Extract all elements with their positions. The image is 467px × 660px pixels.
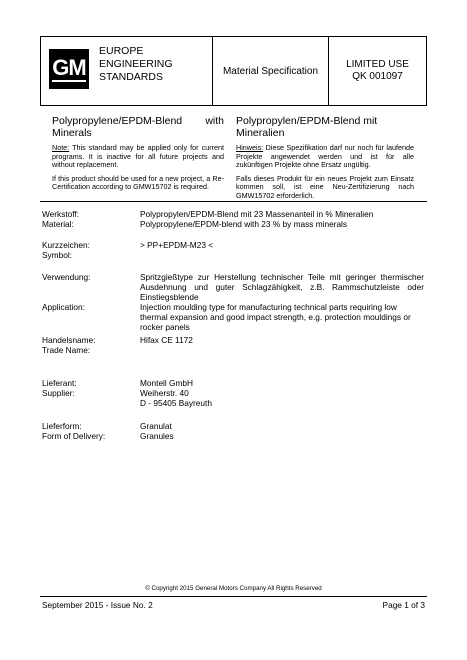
- werkstoff-value: Polypropylen/EPDM-Blend mit 23 Massenanteil in % Mineralien: [140, 209, 374, 219]
- intro-english: [52, 115, 224, 192]
- verwendung-label: Verwendung:: [42, 272, 91, 282]
- application-value: Injection moulding type for manufacturing technical parts requiring low thermal expansion and good impact strength, e.g. protection mouldings or rocker panels: [140, 302, 411, 332]
- page-number: Page 1 of 3: [382, 600, 425, 610]
- supplier-street: Weiherstr. 40: [140, 388, 189, 398]
- title-german: Polypropylen/EPDM-Blend mit Mineralien: [236, 115, 378, 139]
- lieferant-label: Lieferant:: [42, 378, 77, 388]
- document-header: [40, 36, 427, 106]
- recert-german: Falls dieses Produkt für ein neues Projekt zum Einsatz kommen soll, ist eine Neu-Zertifizierung nach GMW15702 erforderlich.: [236, 173, 414, 200]
- limited-use-label: LIMITED USE: [346, 59, 409, 70]
- spec-title: Material Specification: [213, 37, 329, 105]
- kurzzeichen-label: Kurzzeichen:: [42, 240, 90, 250]
- brand-line-3: STANDARDS: [99, 71, 163, 83]
- handelsname-value: Hifax CE 1172: [140, 335, 193, 345]
- note-english: [52, 144, 224, 170]
- copyright-notice: © Copyright 2015 General Motors Company All Rights Reserved: [145, 585, 322, 592]
- section-divider: [40, 201, 427, 202]
- kurzzeichen-value: > PP+EPDM-M23 <: [140, 240, 214, 250]
- recert-english: If this product should be used for a new project, a Re-Certification according to GMW15702 is required.: [52, 173, 224, 192]
- footer-divider: [40, 596, 427, 597]
- supplier-name: Montell GmbH: [140, 378, 194, 388]
- title-english: Polypropylene/EPDM-Blend with Minerals: [52, 115, 224, 139]
- delivery-label: Form of Delivery:: [42, 431, 106, 441]
- note-label-english: Note:: [52, 143, 70, 152]
- limited-use-cell: [329, 37, 426, 105]
- werkstoff-label: Werkstoff:: [42, 209, 80, 219]
- material-label: Material:: [42, 219, 74, 229]
- verwendung-value: Spritzgießtype zur Herstellung technischer Teile mit geringer thermischer Ausdehnung und guter Schlagzähigkeit, z.B. Rammschutzleiste oder Einstiegsblende: [140, 272, 424, 302]
- delivery-value: Granules: [140, 431, 174, 441]
- note-text-english: This standard may be applied only for current programs. It is inactive for all future projects and without replacement.: [52, 143, 224, 170]
- brand-line-1: EUROPE: [99, 45, 144, 57]
- lieferform-label: Lieferform:: [42, 421, 82, 431]
- brand-name: [99, 45, 211, 84]
- issue-info: September 2015 - Issue No. 2: [42, 600, 153, 610]
- supplier-city: D - 95405 Bayreuth: [140, 398, 212, 408]
- gm-logo: GM: [49, 49, 89, 89]
- symbol-label: Symbol:: [42, 250, 72, 260]
- material-value: Polypropylene/EPDM-blend with 23 % by mass minerals: [140, 219, 348, 229]
- supplier-label: Supplier:: [42, 388, 75, 398]
- handelsname-label: Handelsname:: [42, 335, 96, 345]
- brand-line-2: ENGINEERING: [99, 58, 173, 70]
- note-label-german: Hinweis:: [236, 143, 264, 152]
- tradename-label: Trade Name:: [42, 345, 91, 355]
- logo-cell: [41, 37, 213, 105]
- intro-german: [236, 115, 414, 201]
- document-number: QK 001097: [352, 71, 403, 82]
- lieferform-value: Granulat: [140, 421, 172, 431]
- note-text-german: Diese Spezifikation darf nur noch für laufende Projekte angewendet werden und ist für alle zukünftigen Projekte ohne Ersatz ungültig.: [236, 143, 414, 170]
- application-label: Application:: [42, 302, 85, 312]
- note-german: [236, 144, 414, 170]
